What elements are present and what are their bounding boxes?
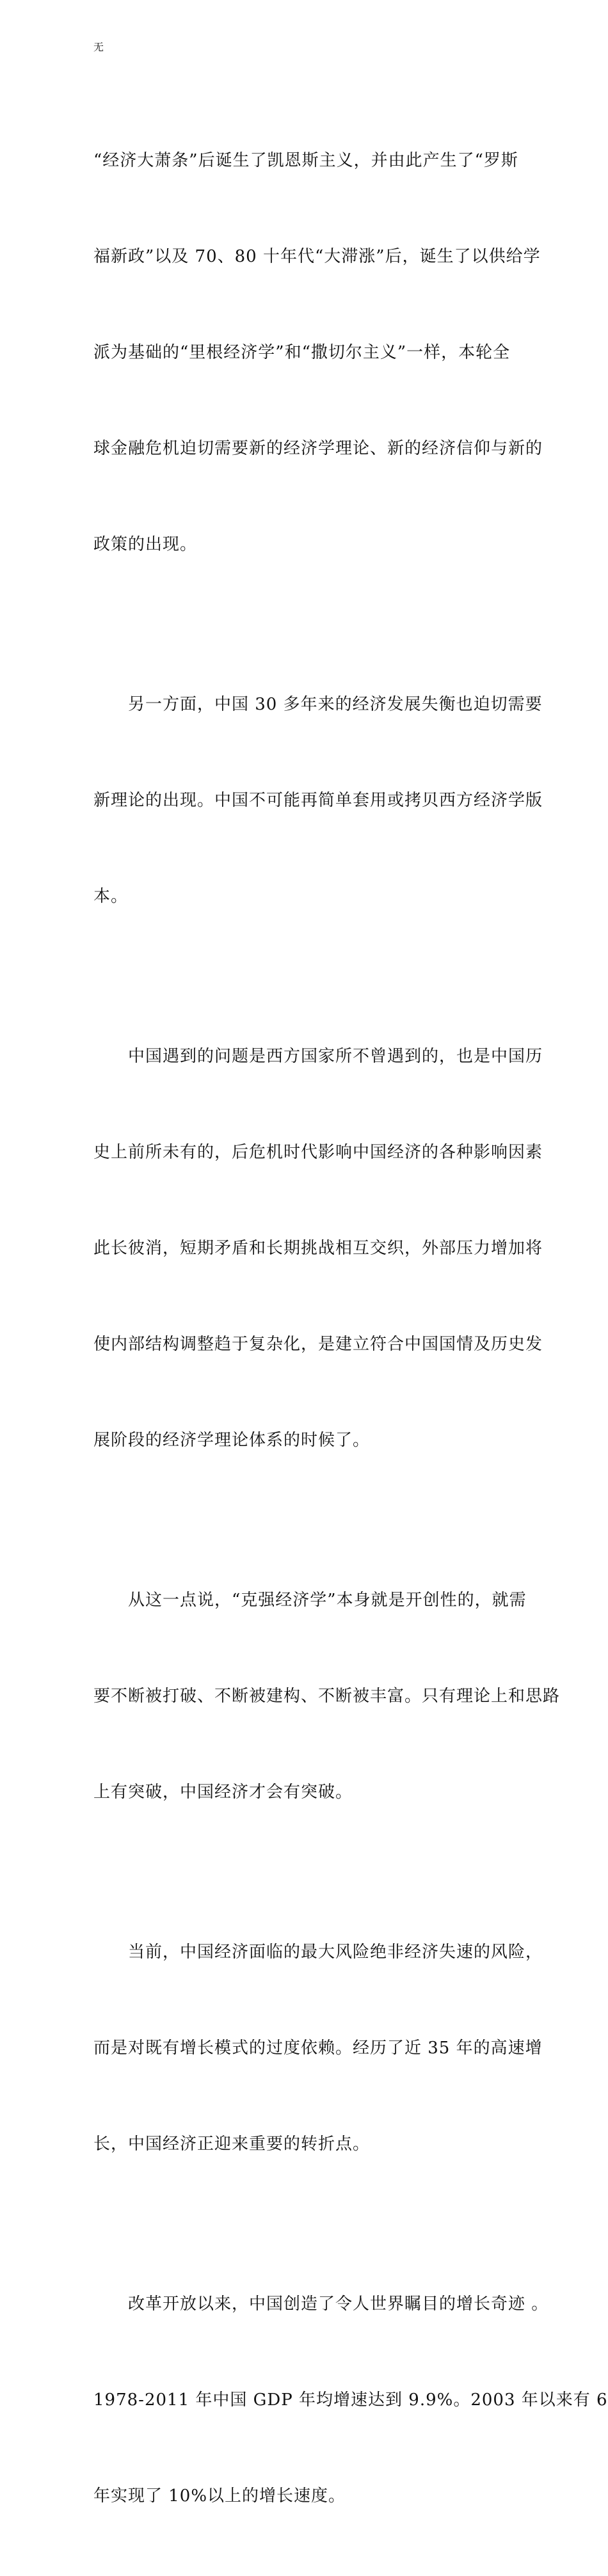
text-line: 福新政”以及 70、80 十年代“大滞涨”后，诞生了以供给学 [93,247,541,266]
text-line: 展阶段的经济学理论体系的时候了。 [93,1431,371,1450]
paragraph-5 [93,1872,543,2224]
text-line: 政策的出现。 [93,535,198,554]
text-line: 年实现了 10%以上的增长速度。 [93,2486,346,2506]
text-line: 使内部结构调整趋于复杂化，是建立符合中国国情及历史发 [93,1335,543,1354]
text-line: 新理论的出现。中国不可能再简单套用或拷贝西方经济学版 [93,791,543,810]
paragraph-4 [93,1520,561,1872]
text-line: 从这一点说，“克强经济学”本身就是开创性的，就需 [93,1591,527,1610]
paragraph-1 [93,81,543,624]
text-line: “经济大萧条”后诞生了凯恩斯主义，并由此产生了“罗斯 [93,151,518,170]
text-line: 派为基础的“里根经济学”和“撒切尔主义”一样，本轮全 [93,343,511,362]
text-line: 中国遇到的问题是西方国家所不曾遇到的，也是中国历 [93,1047,543,1066]
text-line: 上有突破，中国经济才会有突破。 [93,1783,353,1802]
text-line: 另一方面，中国 30 多年来的经济发展失衡也迫切需要 [93,695,543,714]
text-line: 长，中国经济正迎来重要的转折点。 [93,2135,371,2154]
text-line: 要不断被打破、不断被建构、不断被丰富。只有理论上和思路 [93,1687,561,1706]
text-line: 而是对既有增长模式的过度依赖。经历了近 35 年的高速增 [93,2039,543,2058]
text-line: 本。 [93,887,129,906]
text-line: 当前，中国经济面临的最大风险绝非经济失速的风险， [93,1943,543,1962]
text-line: 史上前所未有的，后危机时代影响中国经济的各种影响因素 [93,1143,543,1162]
page-header: 无 [93,41,104,53]
paragraph-6 [93,2224,608,2576]
text-line: 此长彼消，短期矛盾和长期挑战相互交织，外部压力增加将 [93,1239,543,1258]
paragraph-2 [93,624,543,976]
text-line: 1978-2011 年中国 GDP 年均增速达到 9.9%。2003 年以来有 6 [93,2390,608,2410]
text-line: 改革开放以来，中国创造了令人世界瞩目的增长奇迹 。 [93,2294,549,2314]
text-line: 球金融危机迫切需要新的经济学理论、新的经济信仰与新的 [93,439,543,458]
body-text [93,81,608,2576]
paragraph-3 [93,976,543,1520]
